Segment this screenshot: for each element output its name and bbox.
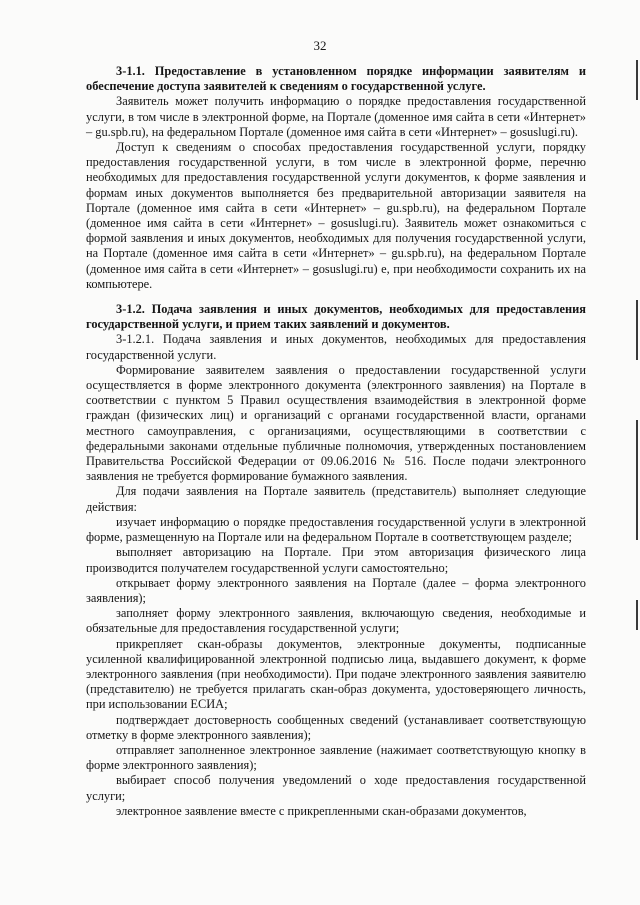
- list-item: подтверждает достоверность сообщенных сведений (устанавливает соответствующую отметку в форме электронного заявления);: [86, 712, 586, 742]
- paragraph: Для подачи заявления на Портале заявитель (представитель) выполняет следующие действия:: [86, 484, 586, 514]
- page-number: 32: [313, 38, 327, 53]
- list-item: выполняет авторизацию на Портале. При этом авторизация физического лица производится получателем государственной услуги самостоятельно;: [86, 545, 586, 575]
- paragraph: Заявитель может получить информацию о порядке предоставления государственной услуги, в том числе в электронной форме, на Портале (доменное имя сайта в сети «Интернет» – gu.spb.ru), на федеральном Портале (доменное имя сайта в сети «Интернет» – gosuslugi.ru).: [86, 94, 586, 139]
- scan-edge-mark: [636, 420, 638, 540]
- list-item: отправляет заполненное электронное заявление (нажимает соответствующую кнопку в форме электронного заявления);: [86, 742, 586, 773]
- scan-edge-mark: [636, 600, 638, 630]
- page-body: [86, 64, 586, 819]
- list-item: электронное заявление вместе с прикрепленными скан-образами документов,: [116, 803, 527, 818]
- list-item: открывает форму электронного заявления на Портале (далее – форма электронного заявления);: [86, 575, 586, 605]
- paragraph: Формирование заявителем заявления о предоставлении государственной услуги осуществляется в форме электронного документа (электронного заявления) на Портале в соответствии с пунктом 5 Правил осуществления взаимодействия в электронной форме граждан (физических лиц) и организаций с органами государственной власти, органами местного самоуправления, с организациями, осуществляющими в соответствии с федеральными законами отдельные публичные полномочия, утвержденных постановлением Правительства Российской Федерации от 09.06.2016 № 516. После подачи электронного заявления не требуется формирование бумажного заявления.: [86, 362, 586, 484]
- scan-edge-mark: [636, 60, 638, 100]
- scan-edge-mark: [636, 300, 638, 360]
- section-heading: 3-1.1. Предоставление в установленном порядке информации заявителям и обеспечение доступа заявителей к сведениям о государственной услуге.: [86, 64, 586, 94]
- paragraph: Доступ к сведениям о способах предоставления государственной услуги, порядку предоставления государственной услуги, в том числе в электронной форме, перечню необходимых для предоставления государственной услуги документов, к форме заявления и формам иных документов выполняется без предварительной авторизации заявителя на Портале (доменное имя сайта в сети «Интернет» – gu.spb.ru), на федеральном Портале (доменное имя сайта в сети «Интернет» – gosuslugi.ru). Заявитель может ознакомиться с формой заявления и иных документов, необходимых для получения государственной услуги, на Портале (доменное имя сайта в сети «Интернет» – gu.spb.ru), на федеральном Портале (доменное имя сайта в сети «Интернет» – gosuslugi.ru) е, при необходимости сохранить их на компьютере.: [86, 140, 586, 291]
- list-item: изучает информацию о порядке предоставления государственной услуги в электронной форме, размещенную на Портале или на федеральном Портале в соответствующем разделе;: [86, 514, 586, 545]
- list-item: выбирает способ получения уведомлений о ходе предоставления государственной услуги;: [86, 773, 586, 803]
- list-item: прикрепляет скан-образы документов, электронные документы, подписанные усиленной квалифицированной электронной подписью лица, выдавшего документ, к форме электронного заявления (при необходимости). При подаче электронного заявления заявителю (представителю) не требуется прилагать скан-образ документа, удостоверяющего личность, при использовании ЕСИА;: [86, 636, 586, 712]
- list-item: заполняет форму электронного заявления, включающую сведения, необходимые и обязательные для предоставления государственной услуги;: [86, 606, 586, 636]
- paragraph: 3-1.2.1. Подача заявления и иных документов, необходимых для предоставления государственной услуги.: [86, 332, 586, 362]
- section-heading: 3-1.2. Подача заявления и иных документов, необходимых для предоставления государственной услуги, и прием таких заявлений и документов.: [86, 302, 586, 332]
